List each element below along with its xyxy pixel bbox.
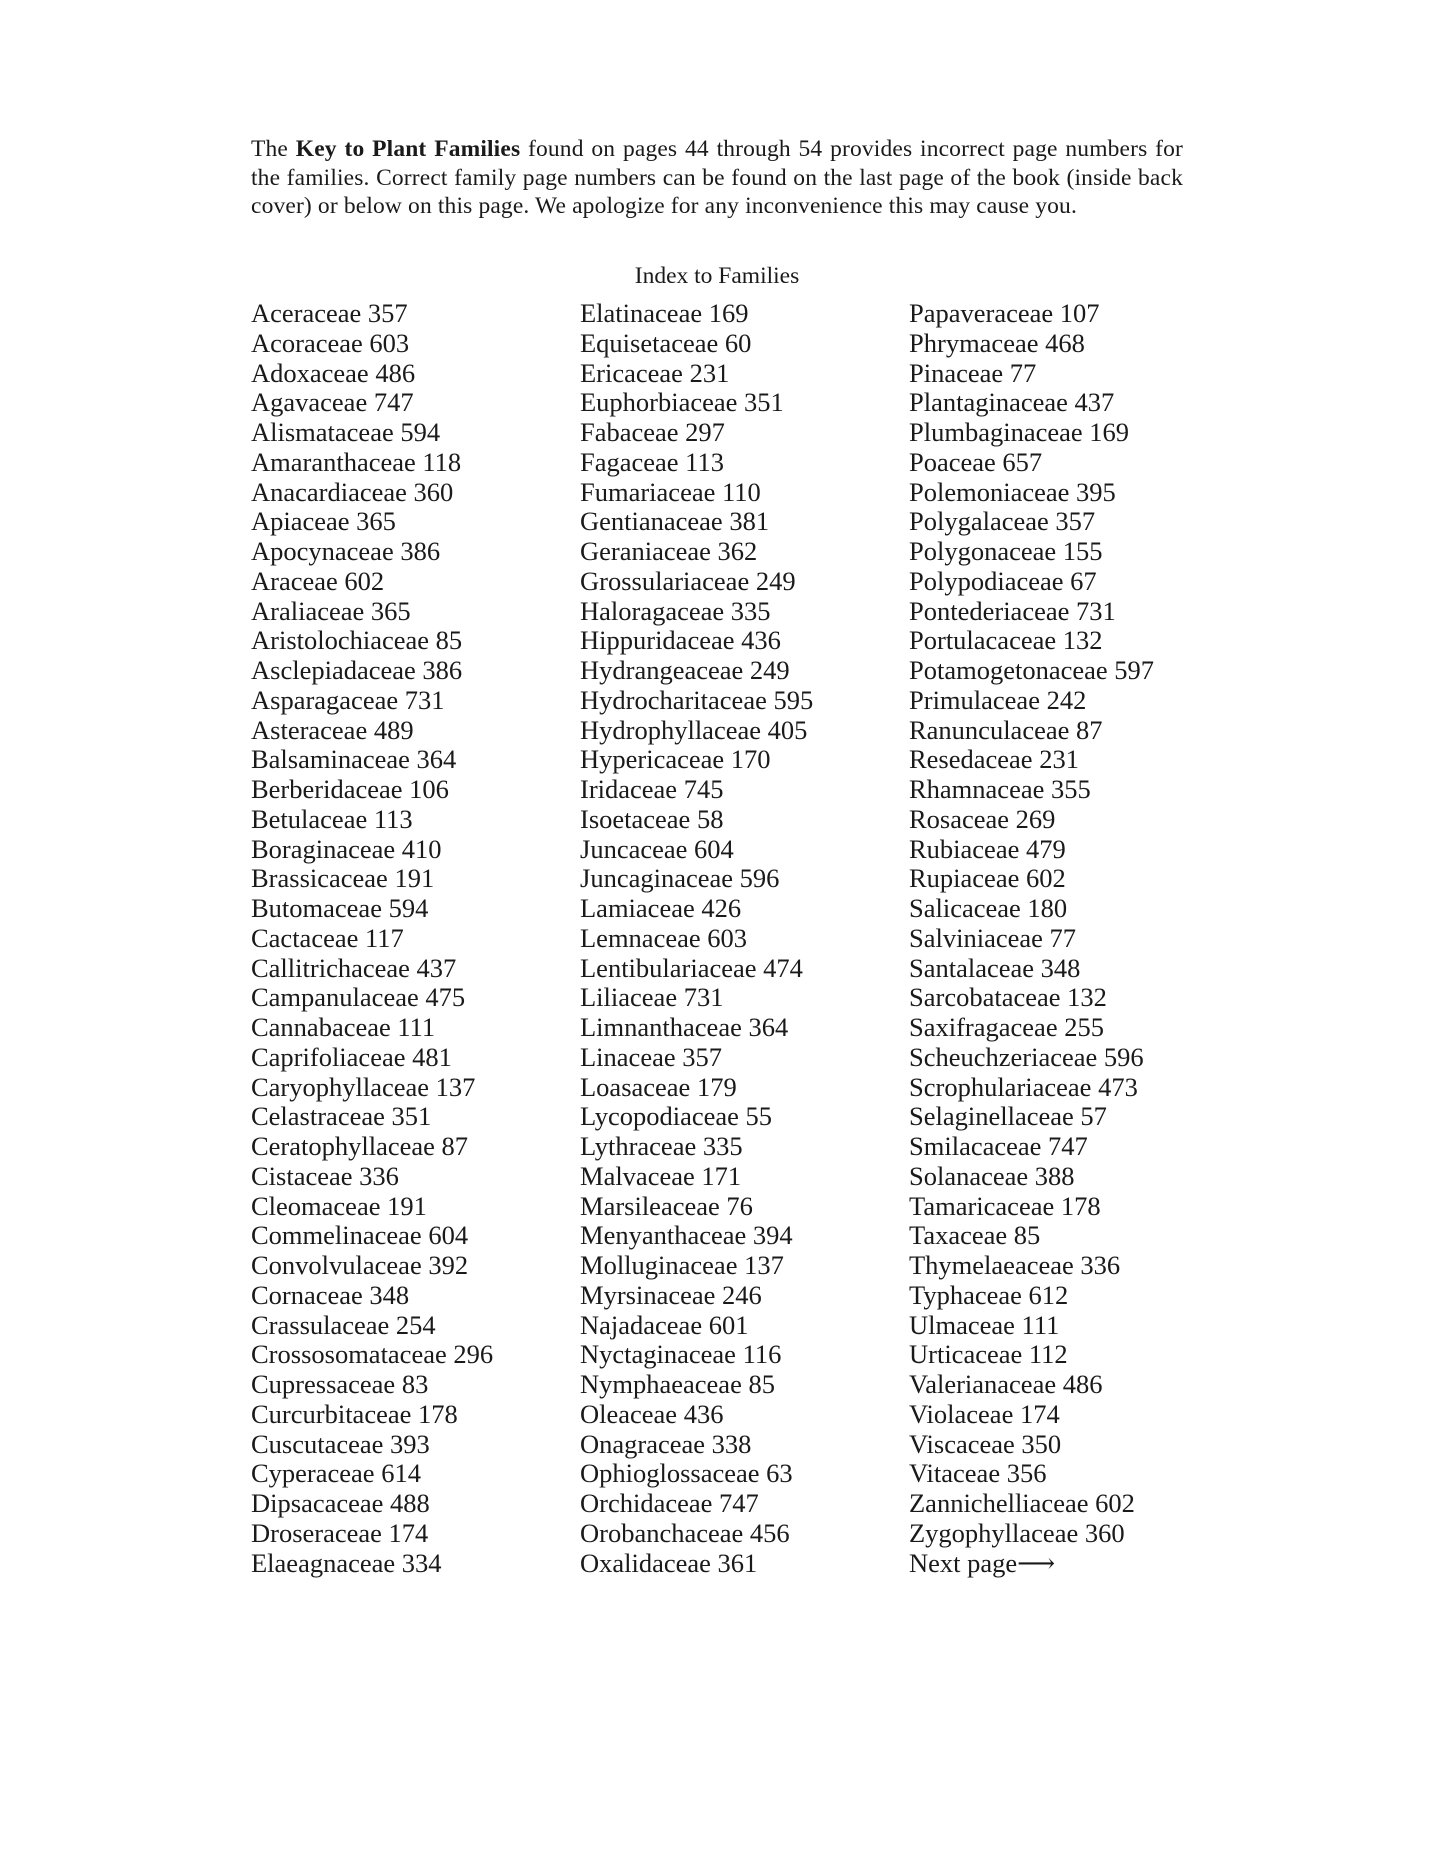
index-entry: Hydrangeaceae 249 (580, 655, 790, 685)
erratum-notice (251, 135, 1183, 221)
index-entry: Taxaceae 85 (909, 1220, 1041, 1251)
index-entry: Betulaceae 113 (251, 803, 413, 834)
next-page-item (909, 1549, 1154, 1579)
erratum-text-before: The (251, 136, 296, 162)
index-entry: Onagraceae 338 (580, 1428, 752, 1459)
index-entry: Pinaceae 77 (909, 357, 1037, 388)
index-entry: Santalaceae 348 (909, 952, 1081, 983)
index-entry: Lamiaceae 426 (580, 893, 742, 923)
index-entry: Solanaceae 388 (909, 1160, 1075, 1191)
index-entry: Asteraceae 489 (251, 714, 414, 745)
index-entry: Aristolochiaceae 85 (251, 625, 463, 656)
index-entry: Scrophulariaceae 473 (909, 1071, 1138, 1102)
index-entry: Araliaceae 365 (251, 595, 411, 626)
index-entry: Salicaceae 180 (909, 893, 1068, 923)
index-entry: Caprifoliaceae 481 (251, 1041, 452, 1072)
index-entry: Cactaceae 117 (251, 922, 404, 953)
index-entry: Curcurbitaceae 178 (251, 1398, 458, 1429)
index-entry: Ericaceae 231 (580, 357, 730, 388)
index-entry: Viscaceae 350 (909, 1428, 1062, 1459)
index-entry: Plantaginaceae 437 (909, 387, 1115, 418)
index-entry: Linaceae 357 (580, 1041, 722, 1072)
index-entry: Brassicaceae 191 (251, 863, 435, 894)
index-entry: Saxifragaceae 255 (909, 1012, 1104, 1042)
index-entry: Juncaceae 604 (580, 833, 734, 864)
index-entry: Rubiaceae 479 (909, 833, 1066, 864)
index-entry: Agavaceae 747 (251, 387, 414, 418)
index-entry: Orobanchaceae 456 (580, 1517, 790, 1548)
index-entry: Marsileaceae 76 (580, 1190, 753, 1221)
index-entry: Cyperaceae 614 (251, 1458, 421, 1489)
index-entry: Cupressaceae 83 (251, 1369, 429, 1399)
index-entry: Najadaceae 601 (580, 1309, 749, 1340)
index-entry: Rosaceae 269 (909, 803, 1056, 834)
index-entry: Elatinaceae 169 (580, 298, 749, 328)
index-entry: Lythraceae 335 (580, 1131, 743, 1161)
index-entry: Rupiaceae 602 (909, 863, 1066, 894)
index-entry: Gentianaceae 381 (580, 506, 770, 537)
index-entry: Polypodiaceae 67 (909, 565, 1097, 596)
index-entry: Acoraceae 603 (251, 327, 410, 358)
index-entry: Orchidaceae 747 (580, 1488, 759, 1518)
index-entry: Cleomaceae 191 (251, 1190, 427, 1221)
index-entry: Phrymaceae 468 (909, 327, 1085, 358)
index-entry: Haloragaceae 335 (580, 595, 771, 626)
erratum-text-after: found on pages 44 through 54 provides incorrect page numbers for the families. Correct family page numbers can be found on the last page of the book (inside back cover) or below on this page. We apologize for any inconvenience this may cause you. (251, 136, 1184, 219)
index-entry: Asparagaceae 731 (251, 684, 445, 715)
index-entry: Sarcobataceae 132 (909, 982, 1107, 1013)
index-entry: Lycopodiaceae 55 (580, 1101, 773, 1132)
index-entry: Resedaceae 231 (909, 744, 1079, 775)
index-entry: Ceratophyllaceae 87 (251, 1131, 469, 1161)
index-entry: Polygalaceae 357 (909, 506, 1096, 537)
index-entry: Iridaceae 745 (580, 774, 724, 804)
index-entry: Cuscutaceae 393 (251, 1428, 430, 1459)
index-entry: Myrsinaceae 246 (580, 1279, 762, 1310)
index-entry: Droseraceae 174 (251, 1517, 429, 1548)
index-entry: Dipsacaceae 488 (251, 1488, 430, 1518)
index-entry: Papaveraceae 107 (909, 298, 1100, 328)
index-entry: Limnanthaceae 364 (580, 1012, 789, 1042)
index-entry: Nyctaginaceae 116 (580, 1339, 782, 1370)
index-entry: Geraniaceae 362 (580, 536, 758, 566)
index-entry: Crossosomataceae 296 (251, 1339, 494, 1370)
index-entry: Juncaginaceae 596 (580, 863, 780, 894)
index-entry: Berberidaceae 106 (251, 774, 449, 804)
index-entry: Butomaceae 594 (251, 893, 429, 923)
index-entry: Cistaceae 336 (251, 1160, 399, 1191)
index-entry: Aceraceae 357 (251, 298, 408, 328)
index-entry: Smilacaceae 747 (909, 1131, 1088, 1161)
index-entry: Typhaceae 612 (909, 1279, 1069, 1310)
index-entry: Ranunculaceae 87 (909, 714, 1103, 745)
index-entry: Salviniaceae 77 (909, 922, 1077, 953)
index-entry: Selaginellaceae 57 (909, 1101, 1107, 1132)
index-entry: Anacardiaceae 360 (251, 476, 454, 507)
index-entry: Lemnaceae 603 (580, 922, 747, 953)
index-column-2 (580, 299, 813, 1578)
index-entry: Fagaceae 113 (580, 446, 724, 477)
index-entry: Rhamnaceae 355 (909, 774, 1091, 804)
index-entry: Alismataceae 594 (251, 417, 441, 447)
erratum-bold-title: Key to Plant Families (295, 136, 521, 162)
index-entry: Hypericaceae 170 (580, 744, 771, 775)
index-entry: Fumariaceae 110 (580, 476, 761, 507)
index-entry: Primulaceae 242 (909, 684, 1087, 715)
index-entry: Amaranthaceae 118 (251, 446, 462, 477)
index-entry: Valerianaceae 486 (909, 1369, 1103, 1399)
index-entry: Euphorbiaceae 351 (580, 387, 784, 418)
index-column-1 (251, 299, 493, 1578)
index-entry: Apocynaceae 386 (251, 536, 441, 566)
index-heading: Index to Families (634, 263, 800, 289)
index-entry: Boraginaceae 410 (251, 833, 442, 864)
index-entry: Commelinaceae 604 (251, 1220, 469, 1251)
index-entry: Araceae 602 (251, 565, 385, 596)
index-entry: Portulacaceae 132 (909, 625, 1103, 656)
index-entry: Molluginaceae 137 (580, 1250, 784, 1280)
index-entry: Polygonaceae 155 (909, 536, 1103, 566)
index-entry: Plumbaginaceae 169 (909, 417, 1130, 447)
index-entry: Convolvulaceae 392 (251, 1250, 469, 1280)
index-entry: Liliaceae 731 (580, 982, 724, 1013)
index-entry: Thymelaeaceae 336 (909, 1250, 1121, 1280)
index-entry: Ophioglossaceae 63 (580, 1458, 793, 1489)
index-entry: Grossulariaceae 249 (580, 565, 796, 596)
index-entry: Hydrophyllaceae 405 (580, 714, 808, 745)
index-entry: Apiaceae 365 (251, 506, 396, 537)
index-entry: Celastraceae 351 (251, 1101, 432, 1132)
index-entry: Balsaminaceae 364 (251, 744, 457, 775)
index-entry: Loasaceae 179 (580, 1071, 737, 1102)
index-entry: Ulmaceae 111 (909, 1309, 1060, 1340)
index-entry: Menyanthaceae 394 (580, 1220, 793, 1251)
index-entry: Potamogetonaceae 597 (909, 655, 1155, 685)
index-entry: Adoxaceae 486 (251, 357, 416, 388)
next-page-link[interactable]: Next page⟶ (909, 1547, 1056, 1578)
index-entry: Oxalidaceae 361 (580, 1547, 758, 1578)
index-entry: Zygophyllaceae 360 (909, 1517, 1125, 1548)
index-entry: Fabaceae 297 (580, 417, 725, 447)
index-entry: Zannichelliaceae 602 (909, 1488, 1135, 1518)
index-entry: Malvaceae 171 (580, 1160, 742, 1191)
index-entry: Urticaceae 112 (909, 1339, 1068, 1370)
index-entry: Polemoniaceae 395 (909, 476, 1116, 507)
index-entry: Lentibulariaceae 474 (580, 952, 803, 983)
index-entry: Tamaricaceae 178 (909, 1190, 1101, 1221)
index-entry: Crassulaceae 254 (251, 1309, 436, 1340)
index-entry: Isoetaceae 58 (580, 803, 724, 834)
index-entry: Scheuchzeriaceae 596 (909, 1041, 1144, 1072)
index-entry: Asclepiadaceae 386 (251, 655, 463, 685)
index-entry: Nymphaeaceae 85 (580, 1369, 775, 1399)
index-entry: Oleaceae 436 (580, 1398, 724, 1429)
index-entry: Elaeagnaceae 334 (251, 1547, 442, 1578)
index-entry: Campanulaceae 475 (251, 982, 466, 1013)
index-entry: Cannabaceae 111 (251, 1012, 436, 1042)
index-entry: Poaceae 657 (909, 446, 1043, 477)
index-entry: Hydrocharitaceae 595 (580, 684, 814, 715)
index-entry: Violaceae 174 (909, 1398, 1060, 1429)
index-entry: Pontederiaceae 731 (909, 595, 1116, 626)
index-entry: Callitrichaceae 437 (251, 952, 457, 983)
index-entry: Equisetaceae 60 (580, 327, 752, 358)
index-entry: Hippuridaceae 436 (580, 625, 781, 656)
index-entry: Caryophyllaceae 137 (251, 1071, 476, 1102)
index-entry: Vitaceae 356 (909, 1458, 1047, 1489)
index-entry: Cornaceae 348 (251, 1279, 410, 1310)
index-column-3 (909, 299, 1154, 1578)
